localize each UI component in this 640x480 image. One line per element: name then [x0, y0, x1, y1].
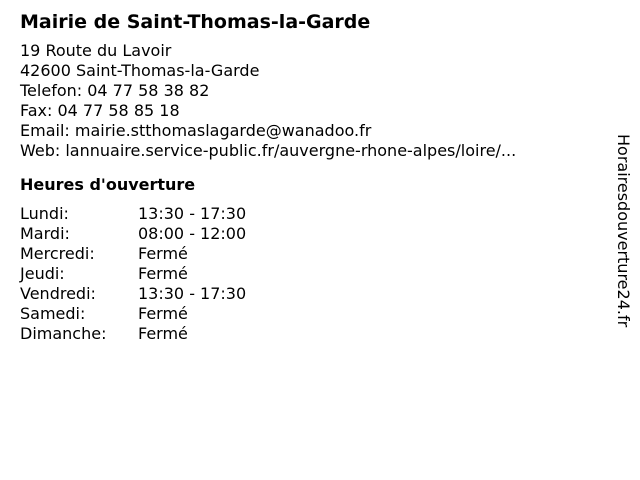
hours-row-dimanche	[20, 324, 600, 344]
phone-number[interactable]: Telefon: 04 77 58 38 82	[20, 81, 210, 100]
hours-row-samedi	[20, 304, 600, 324]
day-label: Mercredi:	[20, 244, 95, 263]
day-label: Lundi:	[20, 204, 69, 223]
hours-value: Fermé	[138, 264, 188, 283]
day-label: Vendredi:	[20, 284, 96, 303]
fax-number: Fax: 04 77 58 85 18	[20, 101, 180, 120]
hours-row-lundi	[20, 204, 600, 224]
hours-value: Fermé	[138, 324, 188, 343]
day-label: Jeudi:	[20, 264, 65, 283]
hours-value: 13:30 - 17:30	[138, 284, 247, 303]
email-address[interactable]: Email: mairie.stthomaslagarde@wanadoo.fr	[20, 121, 372, 140]
day-label: Dimanche:	[20, 324, 107, 343]
hours-row-jeudi	[20, 264, 600, 284]
opening-hours-heading: Heures d'ouverture	[20, 175, 196, 194]
hours-value: 13:30 - 17:30	[138, 204, 247, 223]
hours-value: Fermé	[138, 304, 188, 323]
day-label: Samedi:	[20, 304, 86, 323]
website-link[interactable]: Web: lannuaire.service-public.fr/auvergne-rhone-alpes/loire/...	[20, 141, 517, 160]
contact-info	[20, 41, 600, 161]
hours-row-vendredi	[20, 284, 600, 304]
day-label: Mardi:	[20, 224, 70, 243]
listing-card	[20, 8, 600, 344]
hours-value: Fermé	[138, 244, 188, 263]
hours-row-mardi	[20, 224, 600, 244]
brand-watermark: Horairesdouverture24.fr	[614, 134, 633, 328]
hours-value: 08:00 - 12:00	[138, 224, 247, 243]
city-postal-code: 42600 Saint-Thomas-la-Garde	[20, 61, 260, 80]
page-title: Mairie de Saint-Thomas-la-Garde	[20, 11, 371, 33]
hours-row-mercredi	[20, 244, 600, 264]
opening-hours-table	[20, 204, 600, 344]
street-address: 19 Route du Lavoir	[20, 41, 172, 60]
